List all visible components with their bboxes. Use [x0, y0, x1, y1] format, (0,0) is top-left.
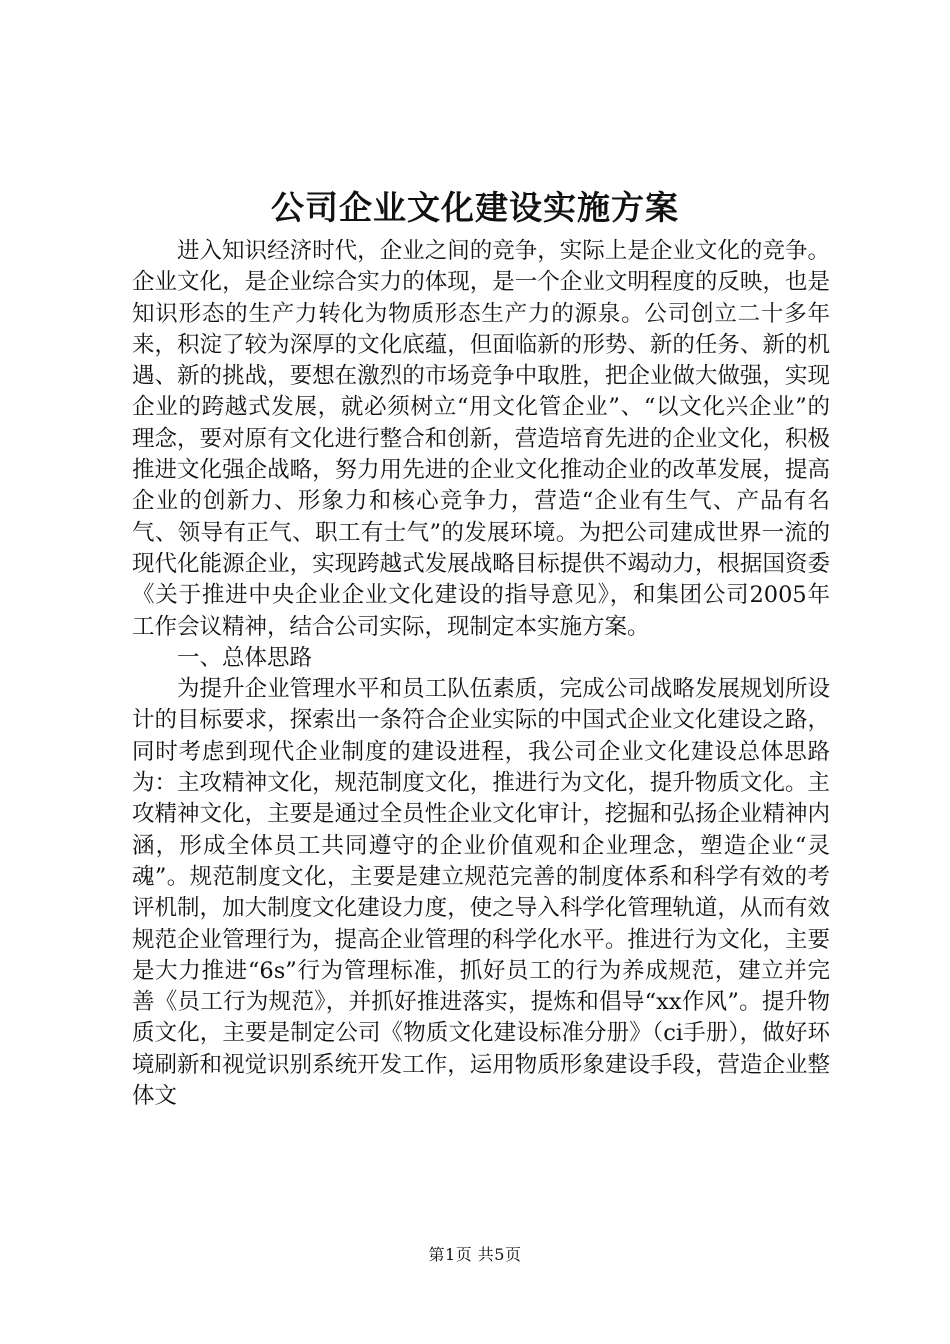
section-heading: 一、总体思路: [177, 644, 313, 671]
page-footer: 第1页 共5页: [428, 1245, 522, 1264]
section-paragraph: 为提升企业管理水平和员工队伍素质，完成公司战略发展规划所设计的目标要求，探索出一条符合企业实际的中国式企业文化建设之路，同时考虑到现代企业制度的建设进程，我公司企业文化建设总体思路为：主攻精神文化，规范制度文化，推进行为文化，提升物质文化。主攻精神文化，主要是通过全员性企业文化审计，挖掘和弘扬企业精神内涵，形成全体员工共同遵守的企业价值观和企业理念，塑造企业“灵魂”。规范制度文化，主要是建立规范完善的制度体系和科学有效的考评机制，加大制度文化建设力度，使之导入科学化管理轨道，从而有效规范企业管理行为，提高企业管理的科学化水平。推进行为文化，主要是大力推进“6s”行为管理标准，抓好员工的行为养成规范，建立并完善《员工行为规范》，并抓好推进落实，提炼和倡导“xx作风”。提升物质文化，主要是制定公司《物质文化建设标准分册》（ci手册），做好环境刷新和视觉识别系统开发工作，运用物质形象建设手段，营造企业整体文: [132, 676, 830, 1110]
document-body: [132, 236, 830, 1112]
document-title: 公司企业文化建设实施方案: [271, 188, 679, 227]
intro-paragraph: 进入知识经济时代，企业之间的竞争，实际上是企业文化的竞争。企业文化，是企业综合实力的体现，是一个企业文明程度的反映，也是知识形态的生产力转化为物质形态生产力的源泉。公司创立二十多年来，积淀了较为深厚的文化底蕴，但面临新的形势、新的任务、新的机遇、新的挑战，要想在激烈的市场竞争中取胜，把企业做大做强，实现企业的跨越式发展，就必须树立“用文化管企业”、“以文化兴企业”的理念，要对原有文化进行整合和创新，营造培育先进的企业文化，积极推进文化强企战略，努力用先进的企业文化推动企业的改革发展，提高企业的创新力、形象力和核心竞争力，营造“企业有生气、产品有名气、领导有正气、职工有士气”的发展环境。为把公司建成世界一流的现代化能源企业，实现跨越式发展战略目标提供不竭动力，根据国资委《关于推进中央企业企业文化建设的指导意见》，和集团公司2005年工作会议精神，结合公司实际，现制定本实施方案。: [132, 238, 830, 640]
